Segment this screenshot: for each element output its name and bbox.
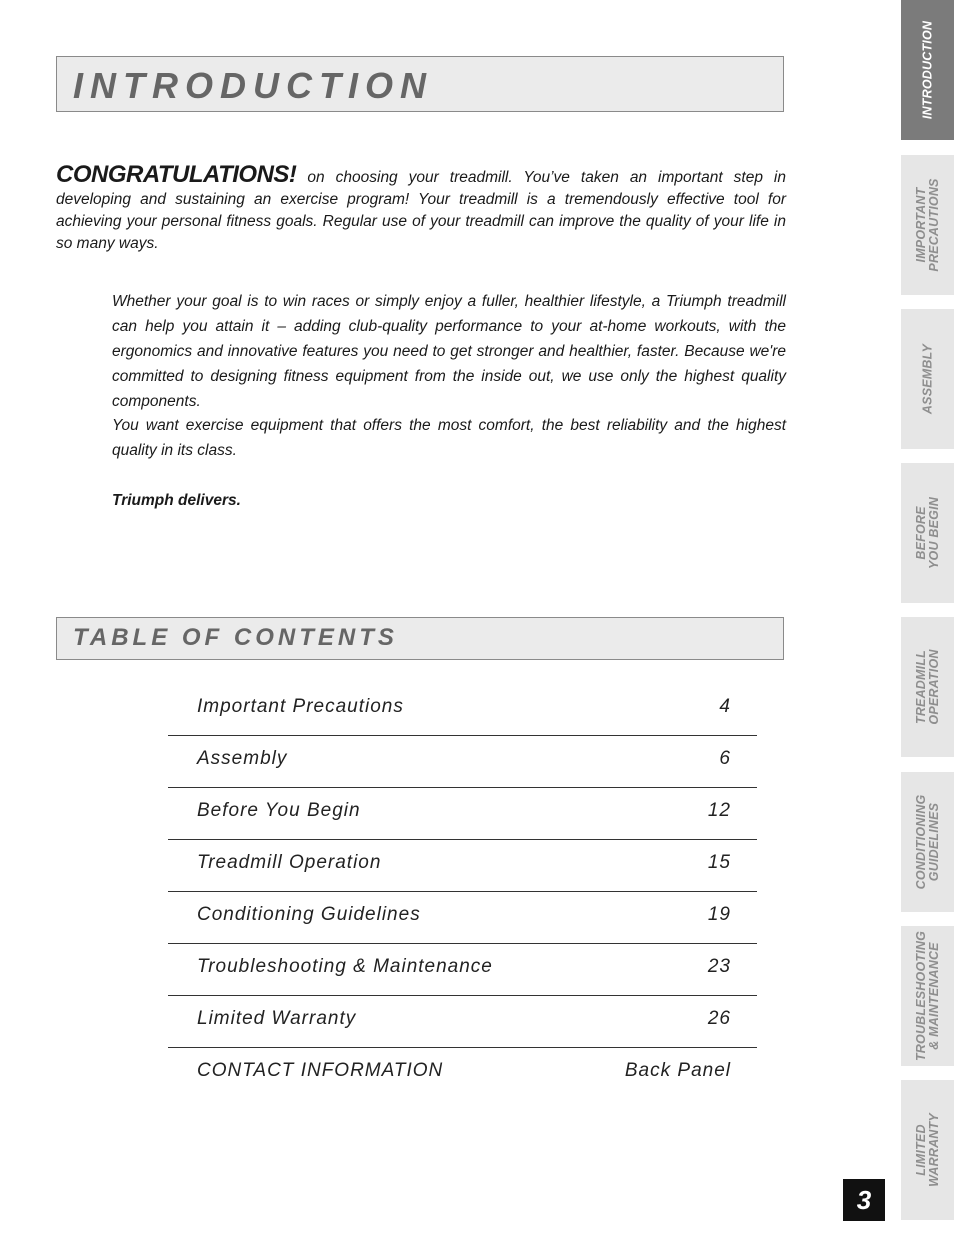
toc-item-page: 6 xyxy=(719,748,731,769)
toc-item-page: 15 xyxy=(707,852,731,873)
toc-item-page: 23 xyxy=(707,956,731,977)
tab-label: IMPORTANT PRECAUTIONS xyxy=(913,178,941,272)
toc-row[interactable] xyxy=(168,788,757,840)
toc-row[interactable] xyxy=(168,684,757,736)
tab-label: ASSEMBLY xyxy=(920,343,934,415)
toc-row[interactable] xyxy=(168,840,757,892)
tab-treadmill-operation[interactable] xyxy=(901,617,954,757)
tab-introduction[interactable] xyxy=(901,0,954,140)
tab-label: TREADMILL OPERATION xyxy=(913,649,941,725)
introduction-title: INTRODUCTION xyxy=(73,65,433,106)
tab-limited-warranty[interactable] xyxy=(901,1080,954,1220)
toc-item-label: Important Precautions xyxy=(197,696,404,717)
tab-label: INTRODUCTION xyxy=(920,20,934,120)
table-of-contents xyxy=(168,684,757,1100)
table-of-contents-header xyxy=(56,617,784,660)
toc-item-page: 26 xyxy=(707,1008,731,1029)
toc-item-page: 12 xyxy=(707,800,731,821)
toc-item-page: 4 xyxy=(719,696,731,717)
toc-item-label: Troubleshooting & Maintenance xyxy=(197,956,493,977)
tab-label: CONDITIONING GUIDELINES xyxy=(913,794,941,890)
intro-lead-text: on choosing your treadmill. You’ve taken an important step in developing and sustaining an exercise program! Your treadmill is a tremendously effective tool for achieving your personal fitness goals. Regular use of your treadmill can improve the quality of your life in so many ways. xyxy=(56,169,786,252)
tab-label: TROUBLESHOOTING & MAINTENANCE xyxy=(913,930,941,1062)
section-tabs-sidebar xyxy=(901,0,954,1235)
body-paragraph-1: Whether your goal is to win races or simply enjoy a fuller, healthier lifestyle, a Triumph treadmill can help you attain it – adding club-quality performance to your at-home workouts, with the ergonomics and innovative features you need to get stronger and healthier, faster. Because we're committed to designing fitness equipment from the inside out, we use only the highest quality components. xyxy=(112,293,786,410)
toc-item-page: 19 xyxy=(707,904,731,925)
congratulations-heading: CONGRATULATIONS! xyxy=(56,161,297,188)
page-number: 3 xyxy=(843,1179,885,1221)
tab-troubleshooting-maintenance[interactable] xyxy=(901,926,954,1066)
tab-important-precautions[interactable] xyxy=(901,155,954,295)
toc-item-label: Treadmill Operation xyxy=(197,852,382,873)
triumph-delivers-text: Triumph delivers. xyxy=(112,492,241,509)
toc-row[interactable] xyxy=(168,944,757,996)
toc-item-label: CONTACT INFORMATION xyxy=(197,1060,444,1081)
toc-item-label: Conditioning Guidelines xyxy=(197,904,421,925)
toc-row[interactable] xyxy=(168,736,757,788)
introduction-header xyxy=(56,56,784,112)
toc-row[interactable] xyxy=(168,892,757,944)
toc-item-label: Before You Begin xyxy=(197,800,361,821)
toc-title: TABLE OF CONTENTS xyxy=(73,624,398,651)
tab-conditioning-guidelines[interactable] xyxy=(901,772,954,912)
toc-item-label: Assembly xyxy=(197,748,288,769)
toc-row[interactable] xyxy=(168,1048,757,1100)
toc-item-label: Limited Warranty xyxy=(197,1008,357,1029)
toc-row[interactable] xyxy=(168,996,757,1048)
body-paragraph-2: You want exercise equipment that offers the most comfort, the best reliability and the highest quality in its class. xyxy=(112,417,786,459)
tab-label: LIMITED WARRANTY xyxy=(913,1113,941,1187)
tab-label: BEFORE YOU BEGIN xyxy=(913,497,941,569)
toc-item-page: Back Panel xyxy=(624,1060,731,1081)
tab-assembly[interactable] xyxy=(901,309,954,449)
tab-before-you-begin[interactable] xyxy=(901,463,954,603)
intro-paragraph xyxy=(56,161,786,255)
